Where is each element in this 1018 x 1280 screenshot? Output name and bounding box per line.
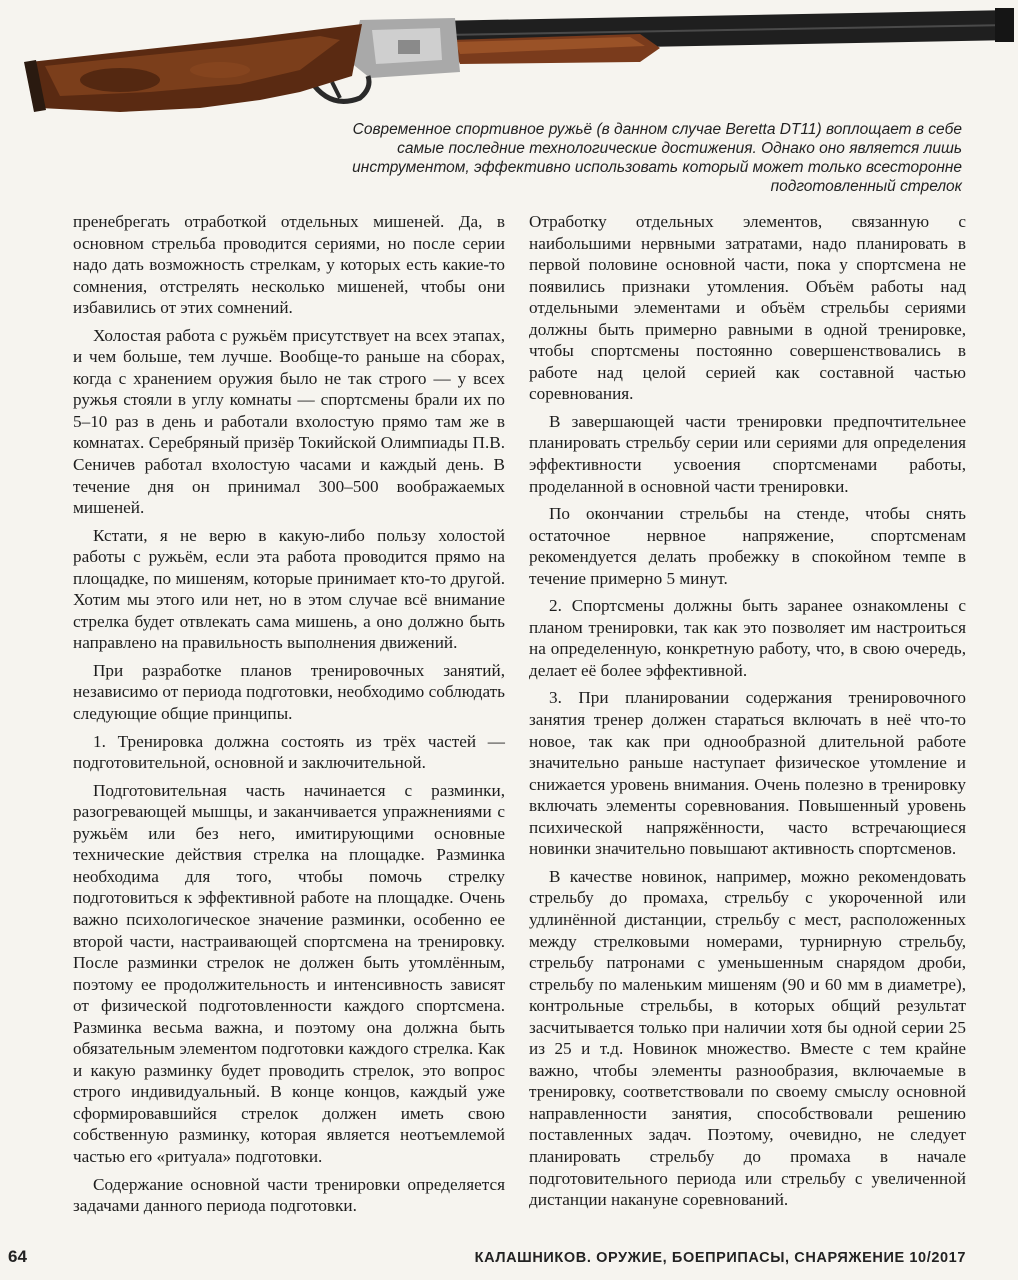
- figure-caption: Современное спортивное ружьё (в данном случае Beretta DT11) воплощает в себе самые последние технологические достижения. Однако оно является лишь инструментом, эффективно использовать который может только всесторонне подготовленный стрелок: [352, 121, 962, 195]
- page-number: 64: [8, 1247, 27, 1266]
- paragraph: Содержание основной части тренировки определяется задачами данного периода подготовки.: [73, 1174, 505, 1216]
- paragraph: По окончании стрельбы на стенде, чтобы снять остаточное нервное напряжение, спортсменам рекомендуется делать пробежку в спокойном темпе в течение примерно 5 минут.: [529, 504, 966, 588]
- paragraph: Подготовительная часть начинается с разминки, разогревающей мышцы, и заканчивается упражнениями с ружьём или без него, имитирующими основные технические действия стрелка на площадке. Разминка необходима для того, чтобы помочь стрелку подготовиться к эффективной работе на площадке. Очень важно психологическое значение разминки, особенно ее второй части, настраивающей спортсмена на тренировку. После разминки стрелок не должен быть утомлённым, поэтому ее продолжительность и интенсивность зависят от физической подготовленности каждого спортсмена. Разминка весьма важна, и поэтому она должна быть обязательным элементом подготовки каждого стрелка. Как и какую разминку будет проводить стрелок, это вопрос строго индивидуальный. В конце концов, каждый уже сформировавшийся стрелок должен иметь свою собственную разминку, которая является неотъемлемой частью его «ритуала» подготовки.: [73, 780, 505, 1166]
- paragraph: Отработку отдельных элементов, связанную с наибольшими нервными затратами, надо планировать в первой половине основной части, пока у спортсмена не появились признаки утомления. Объём работы над отдельными элементами и объём стрельбы сериями должны быть примерно равными в одной тренировке, чтобы спортсмены постоянно совершенствовались в работе над целой серией как составной частью соревнования.: [529, 212, 966, 404]
- right-column: [529, 211, 966, 1217]
- paragraph: 3. При планировании содержания тренировочного занятия тренер должен стараться включать в неё что-то новое, так как при однообразной длительной работе значительно раньше наступает физическое утомление и снижается уровень внимания. Очень полезно в тренировку включать элементы соревнования. Повышенный уровень психической напряжённости, часто встречающиеся новинки значительно повышают активность спортсменов.: [529, 688, 966, 859]
- paragraph: В завершающей части тренировки предпочтительнее планировать стрельбу серии или сериями для определения эффективности усвоения спортсменами работы, проделанной в основной части тренировки.: [529, 411, 966, 496]
- paragraph: пренебрегать отработкой отдельных мишеней. Да, в основном стрельба проводится сериями, но после серии надо дать возможность стрелкам, у которых есть какие-то сомнения, отстрелять несколько мишеней, чтобы они избавились от этих сомнений.: [73, 212, 505, 318]
- paragraph: 2. Спортсмены должны быть заранее ознакомлены с планом тренировки, так как это позволяет им настроиться на определенную, конкретную работу, что, в свою очередь, делает её более эффективной.: [529, 596, 966, 680]
- shotgun-image: [0, 0, 1018, 118]
- paragraph: В качестве новинок, например, можно рекомендовать стрельбу до промаха, стрельбу с укороченной или удлинённой дистанции, стрельбу с мест, расположенных между стрелковыми номерами, турнирную стрельбу, стрельбу патронами с уменьшенным снарядом дроби, стрельбу по маленьким мишеням (90 и 60 мм в диаметре), контрольные стрельбы, в которых общий результат засчитывается только при наличии хотя бы одной серии 25 из 25 и т.д. Новинок множество. Вместе с тем крайне важно, чтобы элементы разнообразия, включаемые в тренировку, соответствовали по своему смыслу основной направленности занятия, способствовали решению поставленных задач. Поэтому, очевидно, не следует планировать стрельбу до промаха в начале подготовительного периода или стрельбу с увеличенной дистанции накануне соревнований.: [529, 866, 966, 1210]
- magazine-title: КАЛАШНИКОВ. ОРУЖИЕ, БОЕПРИПАСЫ, СНАРЯЖЕНИЕ 10/2017: [474, 1250, 966, 1266]
- rifle-illustration: [0, 0, 1018, 118]
- left-column: [73, 211, 505, 1223]
- paragraph: При разработке планов тренировочных занятий, независимо от периода подготовки, необходимо соблюдать следующие общие принципы.: [73, 660, 505, 724]
- paragraph: Кстати, я не верю в какую-либо пользу холостой работы с ружьём, если эта работа проводится прямо на площадке, по мишеням, которые принимает кто-то другой. Хотим мы этого или нет, но в этом случае всё внимание стрелка будет отвлекать сама мишень, а оно должно быть направлено на правильность выполнения движений.: [73, 525, 505, 653]
- paragraph: Холостая работа с ружьём присутствует на всех этапах, и чем больше, тем лучше. Вообще-то раньше на сборах, когда с хранением оружия было не так строго — у всех ружья стояли в углу комнаты — спортсмены брали их по 5–10 раз в день и работали вхолостую прямо там же в комнатах. Серебряный призёр Токийской Олимпиады П.В. Сеничев работал вхолостую часами и каждый день. В течение дня он принимал 300–500 воображаемых мишеней.: [73, 325, 505, 518]
- paragraph: 1. Тренировка должна состоять из трёх частей — подготовительной, основной и заключительной.: [73, 731, 505, 773]
